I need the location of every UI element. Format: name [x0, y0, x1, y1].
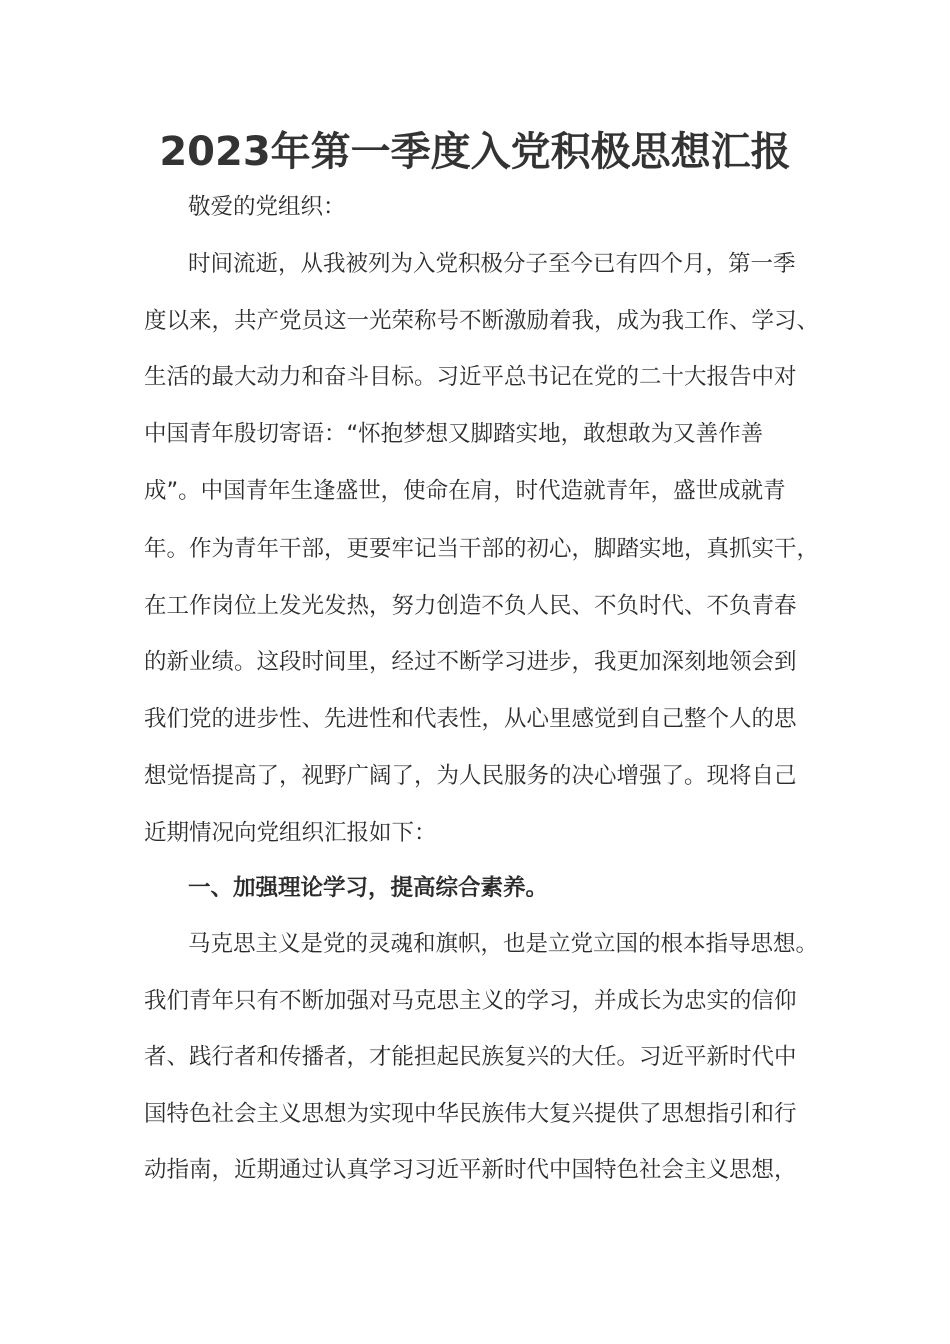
- paragraph-line: 动指南，近期通过认真学习习近平新时代中国特色社会主义思想，: [144, 1157, 797, 1183]
- paragraph-line: 近期情况向党组织汇报如下：: [144, 820, 437, 846]
- paragraph-line: 生活的最大动力和奋斗目标。习近平总书记在党的二十大报告中对: [144, 364, 797, 390]
- paragraph-line: 成”。中国青年生逢盛世，使命在肩，时代造就青年，盛世成就青: [144, 478, 786, 504]
- paragraph-line: 度以来，共产党员这一光荣称号不断激励着我，成为我工作、学习、: [144, 308, 820, 334]
- paragraph-line: 中国青年殷切寄语：“怀抱梦想又脚踏实地，敢想敢为又善作善: [144, 421, 764, 447]
- paragraph-line: 在工作岗位上发光发热，努力创造不负人民、不负时代、不负青春: [144, 593, 797, 619]
- paragraph-line: 时间流逝，从我被列为入党积极分子至今已有四个月，第一季: [188, 251, 796, 277]
- paragraph-line: 我们党的进步性、先进性和代表性，从心里感觉到自己整个人的思: [144, 706, 797, 732]
- paragraph-line: 马克思主义是党的灵魂和旗帜，也是立党立国的根本指导思想。: [188, 931, 819, 957]
- paragraph-line: 年。作为青年干部，更要牢记当干部的初心，脚踏实地，真抓实干，: [144, 536, 820, 562]
- salutation: 敬爱的党组织：: [188, 194, 346, 220]
- paragraph-line: 的新业绩。这段时间里，经过不断学习进步，我更加深刻地领会到: [144, 649, 797, 675]
- document-title: 2023年第一季度入党积极思想汇报: [159, 129, 791, 175]
- section-heading: 一、加强理论学习，提高综合素养。: [188, 875, 549, 901]
- paragraph-line: 想觉悟提高了，视野广阔了，为人民服务的决心增强了。现将自己: [144, 763, 797, 789]
- paragraph-line: 我们青年只有不断加强对马克思主义的学习，并成长为忠实的信仰: [144, 988, 797, 1014]
- paragraph-line: 者、践行者和传播者，才能担起民族复兴的大任。习近平新时代中: [144, 1044, 797, 1070]
- paragraph-line: 国特色社会主义思想为实现中华民族伟大复兴提供了思想指引和行: [144, 1101, 797, 1127]
